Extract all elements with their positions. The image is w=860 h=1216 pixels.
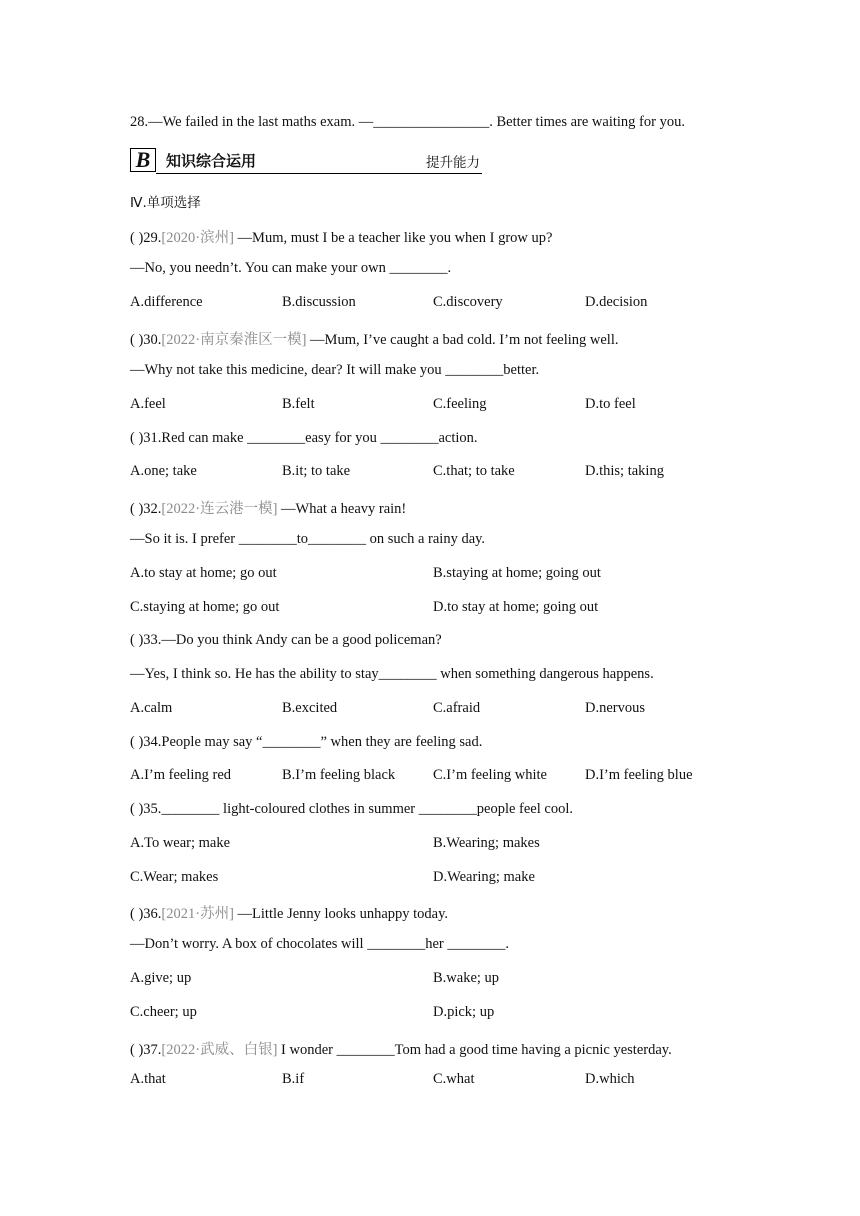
option: C.that; to take: [433, 463, 515, 479]
option: B.felt: [282, 396, 315, 412]
question-source: [2022·武威、白银]: [161, 1042, 278, 1058]
question-32-reply: —So it is. I prefer ________to________ on such a rainy day.: [130, 531, 486, 547]
question-stem: Red can make ________easy for you ________action.: [161, 430, 478, 446]
question-number: ( )30.: [130, 332, 162, 348]
section-banner: [128, 146, 482, 176]
question-33-reply: —Yes, I think so. He has the ability to stay________ when something dangerous happens.: [130, 666, 654, 682]
option: D.this; taking: [585, 463, 664, 479]
option: A.calm: [130, 700, 173, 716]
question-source: [2022·南京秦淮区一模]: [161, 332, 307, 348]
question-number: ( )32.: [130, 501, 162, 517]
option: A.difference: [130, 294, 203, 310]
question-28: 28.—We failed in the last maths exam. —________________. Better times are waiting for you.: [130, 114, 685, 130]
question-number: ( )31.: [130, 430, 162, 446]
question-34: [130, 734, 482, 751]
question-stem: —Mum, I’ve caught a bad cold. I’m not feeling well.: [306, 332, 619, 348]
option: D.nervous: [585, 700, 646, 716]
question-number: ( )35.: [130, 801, 162, 817]
option: A.give; up: [130, 970, 192, 986]
option: D.Wearing; make: [433, 869, 535, 885]
section-title: Ⅳ.单项选择: [130, 195, 201, 211]
question-number: ( )37.: [130, 1042, 162, 1058]
option: C.afraid: [433, 700, 481, 716]
section-b-logo: B: [130, 148, 156, 172]
question-29: [130, 226, 552, 247]
question-stem: —What a heavy rain!: [277, 501, 407, 517]
question-30-reply: —Why not take this medicine, dear? It will make you ________better.: [130, 362, 540, 378]
question-36: [130, 902, 448, 923]
option: D.which: [585, 1071, 635, 1087]
option: A.feel: [130, 396, 166, 412]
option: C.I’m feeling white: [433, 767, 547, 783]
option: B.Wearing; makes: [433, 835, 540, 851]
question-33: [130, 632, 442, 649]
option: D.I’m feeling blue: [585, 767, 693, 783]
question-number: ( )33.: [130, 632, 162, 648]
question-stem: —Mum, must I be a teacher like you when I grow up?: [233, 230, 553, 246]
question-source: [2021·苏州]: [161, 906, 234, 922]
banner-rule: [156, 173, 482, 174]
question-32: [130, 497, 406, 518]
option: B.wake; up: [433, 970, 500, 986]
option: B.staying at home; going out: [433, 565, 601, 581]
option: C.Wear; makes: [130, 869, 219, 885]
option: A.To wear; make: [130, 835, 231, 851]
option: C.cheer; up: [130, 1004, 197, 1020]
question-source: [2022·连云港一模]: [161, 501, 278, 517]
question-29-reply: —No, you needn’t. You can make your own ________.: [130, 260, 452, 276]
option: A.that: [130, 1071, 166, 1087]
question-stem: —Do you think Andy can be a good policeman?: [161, 632, 442, 648]
option: A.I’m feeling red: [130, 767, 232, 783]
question-stem: —Little Jenny looks unhappy today.: [233, 906, 449, 922]
option: C.discovery: [433, 294, 503, 310]
question-source: [2020·滨州]: [161, 230, 234, 246]
option: C.staying at home; go out: [130, 599, 280, 615]
option: C.feeling: [433, 396, 487, 412]
question-35: [130, 801, 573, 818]
question-36-reply: —Don’t worry. A box of chocolates will ________her ________.: [130, 936, 509, 952]
option: A.to stay at home; go out: [130, 565, 277, 581]
option: D.pick; up: [433, 1004, 495, 1020]
banner-title: 知识综合运用: [166, 152, 257, 170]
question-stem: People may say “________” when they are feeling sad.: [161, 734, 483, 750]
option: B.discussion: [282, 294, 356, 310]
question-31: [130, 430, 478, 447]
option: D.decision: [585, 294, 648, 310]
option: B.if: [282, 1071, 305, 1087]
option: B.excited: [282, 700, 338, 716]
question-30: [130, 328, 618, 349]
question-number: ( )36.: [130, 906, 162, 922]
question-number: ( )29.: [130, 230, 162, 246]
question-stem: ________ light-coloured clothes in summer ________people feel cool.: [161, 801, 573, 817]
banner-subtitle: 提升能力: [426, 155, 480, 171]
option: A.one; take: [130, 463, 197, 479]
option: B.I’m feeling black: [282, 767, 396, 783]
option: D.to stay at home; going out: [433, 599, 599, 615]
question-number: ( )34.: [130, 734, 162, 750]
option: D.to feel: [585, 396, 636, 412]
option: B.it; to take: [282, 463, 351, 479]
question-stem: I wonder ________Tom had a good time having a picnic yesterday.: [277, 1042, 672, 1058]
question-37: [130, 1038, 672, 1059]
option: C.what: [433, 1071, 475, 1087]
